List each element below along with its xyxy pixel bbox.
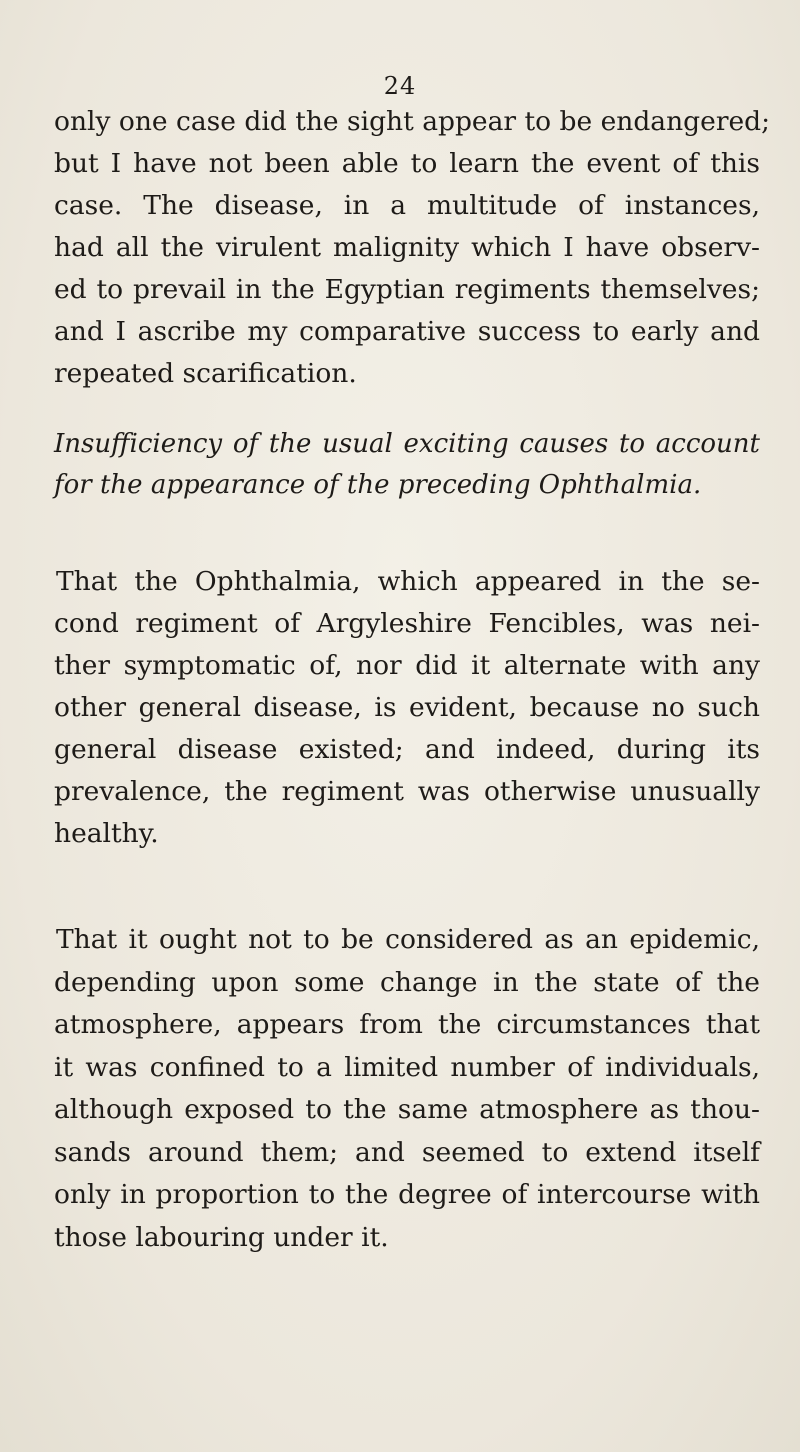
text-line: ed to prevail in the Egyptian regiments themselves;	[54, 274, 760, 305]
paragraph-epidemic	[54, 919, 760, 1259]
text-line: those labouring under it.	[54, 1221, 389, 1253]
text-line: sands around them; and seemed to extend itself	[54, 1136, 760, 1168]
text-line: it was confined to a limited number of individuals,	[54, 1051, 760, 1083]
text-line: and I ascribe my comparative success to early and	[54, 316, 760, 347]
text-line: prevalence, the regiment was otherwise unusually	[54, 776, 760, 807]
text-line: depending upon some change in the state of the	[54, 966, 760, 998]
text-line: other general disease, is evident, because no such	[54, 692, 760, 723]
paragraph-scarification	[54, 101, 771, 395]
text-line: case. The disease, in a multitude of instances,	[54, 190, 760, 221]
section-heading	[54, 424, 760, 506]
paragraph-symptomatic	[54, 561, 760, 855]
text-line: That it ought not to be considered as an epidemic,	[56, 924, 760, 955]
page-number: 24	[383, 72, 417, 100]
text-line: general disease existed; and indeed, during its	[54, 734, 760, 765]
text-line: had all the virulent malignity which I have observ-	[54, 232, 760, 263]
text-line: but I have not been able to learn the event of this	[54, 148, 760, 179]
text-line: That the Ophthalmia, which appeared in the se-	[56, 566, 760, 597]
text-line: repeated scarification.	[54, 358, 357, 389]
text-line: although exposed to the same atmosphere as thou-	[54, 1094, 760, 1125]
text-line: healthy.	[54, 818, 159, 849]
text-line: only one case did the sight appear to be endangered;	[54, 106, 771, 137]
text-line: cond regiment of Argyleshire Fencibles, was nei-	[54, 608, 760, 639]
text-line: only in proportion to the degree of intercourse with	[54, 1179, 760, 1210]
text-line: atmosphere, appears from the circumstances that	[54, 1009, 760, 1040]
heading-line: Insufficiency of the usual exciting causes to account	[54, 429, 760, 459]
text-line: ther symptomatic of, nor did it alternate with any	[54, 650, 760, 681]
heading-line: for the appearance of the preceding Ophthalmia.	[54, 470, 702, 500]
